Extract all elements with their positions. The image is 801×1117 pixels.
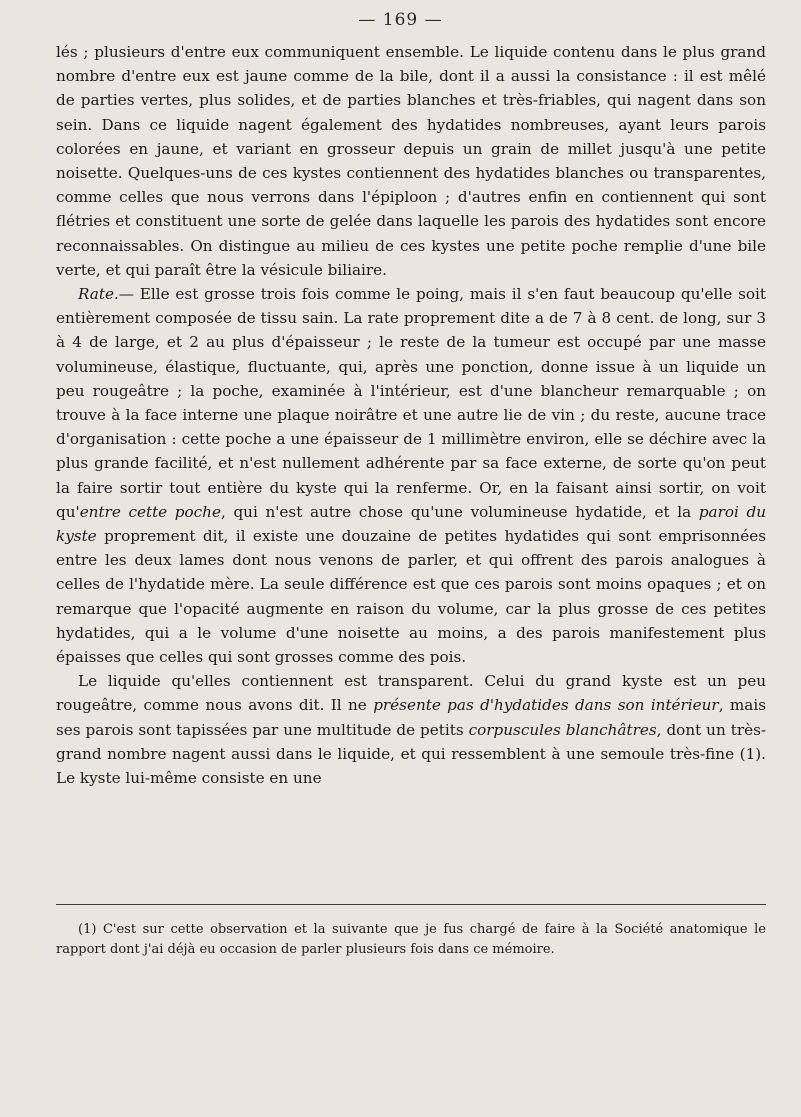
text-run: — Elle est grosse trois fois comme le poing, mais il s'en faut beaucoup qu'elle soit entièrement composée de tissu sain. La rate proprement dite a de 7 à 8 cent. de long, sur 3 à 4 de large, et 2 au plus d'épaisseur ; le reste de la tumeur est occupé par une masse volumineuse, élastique, fluctuante, qui, après une ponction, donne issue à un liquide un peu rougeâtre ; la poche, examinée à l'intérieur, est d'une blancheur remarquable ; on trouve à la face interne une plaque noirâtre et une autre lie de vin ; du reste, aucune trace d'organisation : cette poche a une épaisseur de 1 millimètre environ, elle se déchire avec la plus grande facilité, et n'est nullement adhérente par sa face externe, de sorte qu'on peut la faire sortir tout entière du kyste qui la renferme. Or, en la faisant ainsi sortir, on voit qu'	[56, 285, 766, 521]
paragraph-liquid	[56, 669, 766, 790]
italic-text: paroi du kyste	[56, 502, 767, 546]
paragraph-liver-cysts	[56, 40, 766, 282]
text-run: Le liquide qu'elles contiennent est transparent. Celui du grand kyste est un peu rougeâtre, comme nous avons dit. Il ne	[56, 672, 766, 715]
footnote	[56, 920, 766, 960]
footnote-text: (1) C'est sur cette observation et la suivante que je fus chargé de faire à la Société anatomique le rapport dont j'ai déjà eu occasion de parler plusieurs fois dans ce mémoire.	[56, 922, 766, 957]
paragraph-spleen	[56, 282, 766, 669]
footnote-divider	[56, 904, 766, 905]
text-run: , qui n'est autre chose qu'une volumineuse hydatide, et la	[220, 502, 699, 521]
italic-text: Rate.	[78, 285, 119, 304]
body-text	[56, 40, 766, 790]
text-run: proprement dit, il existe une douzaine de petites hydatides qui sont emprisonnées entre les deux lames dont nous venons de parler, et qui offrent des parois analogues à celles de l'hydatide mère. La seule différence est que ces parois sont moins opaques ; et on remarque que l'opacité augmente en raison du volume, car la plus grosse de ces petites hydatides, qui a le volume d'une noisette au moins, a des parois manifestement plus épaisses que celles qui sont grosses comme des pois.	[56, 527, 766, 667]
text-run: lés ; plusieurs d'entre eux communiquent ensemble. Le liquide contenu dans le plus grand nombre d'entre eux est jaune comme de la bile, dont il a aussi la consistance : il est mêlé de parties vertes, plus solides, et de parties blanches et très-friables, qui nagent dans son sein. Dans ce liquide nagent également des hydatides nombreuses, ayant leurs parois colorées en jaune, et variant en grosseur depuis un grain de millet jusqu'à une petite noisette. Quelques-uns de ces kystes contiennent des hydatides blanches ou transparentes, comme celles que nous verrons dans l'épiploon ; d'autres enfin en contiennent qui sont flétries et constituent une sorte de gelée dans laquelle les parois des hydatides sont encore reconnaissables. On distingue au milieu de ces kystes une petite poche remplie d'une bile verte, et qui paraît être la vésicule biliaire.	[56, 43, 766, 279]
page-number: — 169 —	[358, 10, 443, 30]
text-run: , mais ses parois sont tapissées par une multitude de petits	[56, 696, 767, 739]
italic-text: entre cette poche	[79, 502, 221, 521]
italic-text: corpuscules blanchâtres	[468, 720, 657, 739]
italic-text: présente pas d'hydatides dans son intérieur	[373, 696, 719, 715]
text-run: , dont un très-grand nombre nagent aussi dans le liquide, et qui ressemblent à une semoule très-fine (1). Le kyste lui-même consiste en une	[56, 720, 766, 788]
